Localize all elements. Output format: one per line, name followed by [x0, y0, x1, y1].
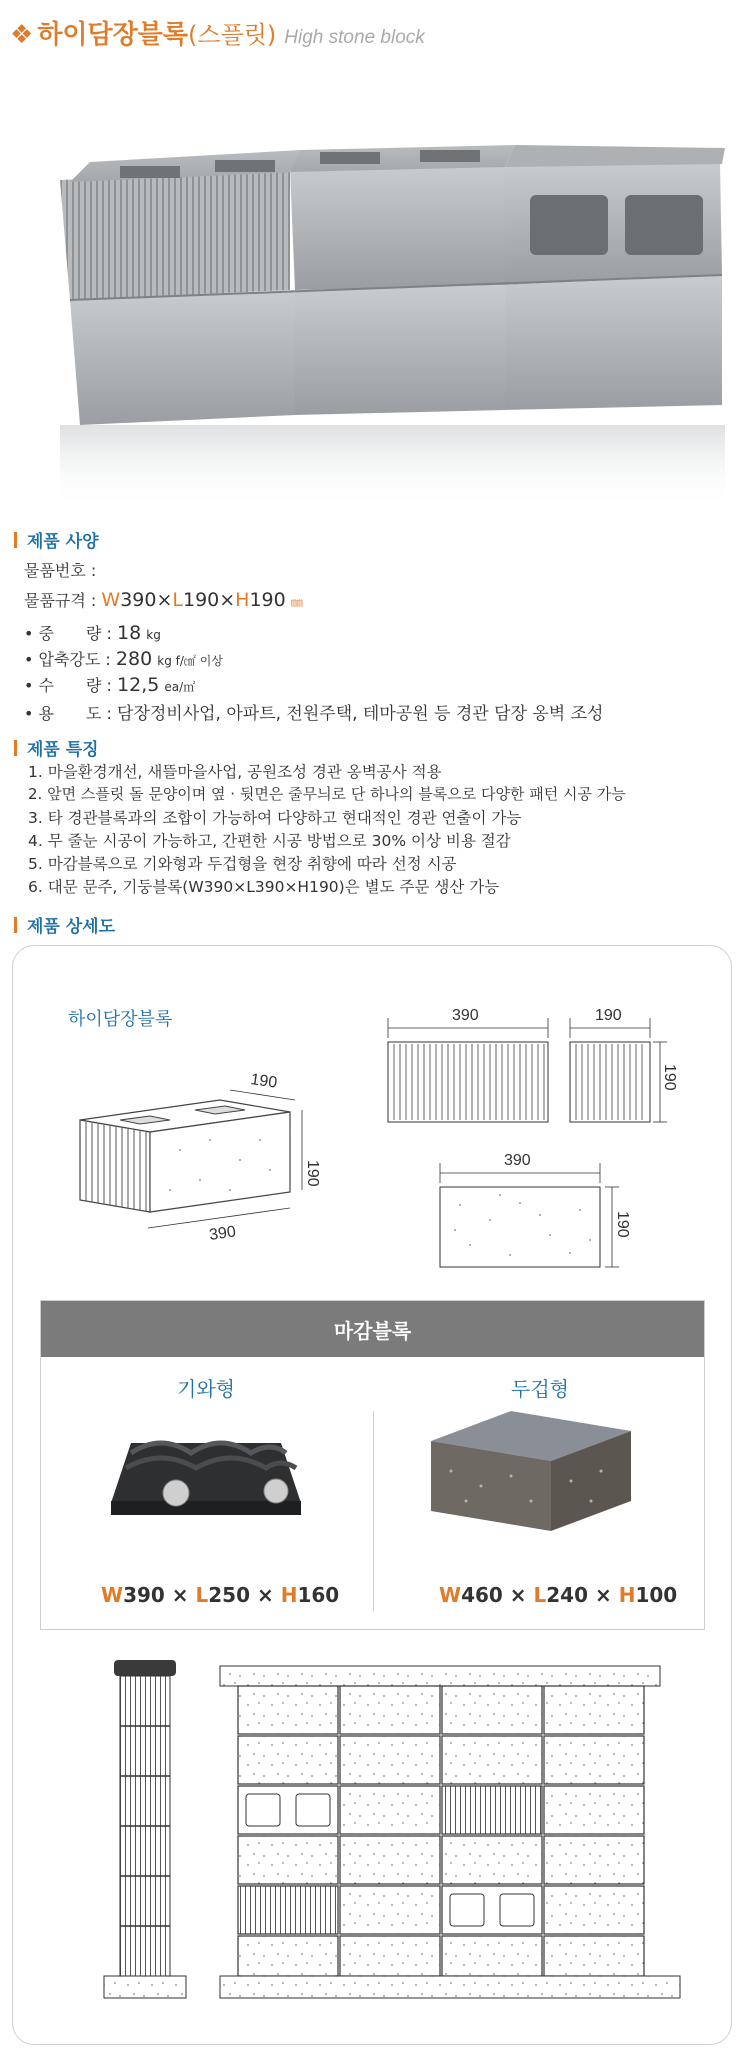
dim-l: 240 [546, 1583, 589, 1607]
product-photo [0, 140, 745, 510]
spec-item-value: 280 [115, 648, 153, 670]
spec-item-label: • 용 도 : [24, 704, 112, 723]
feature-item: 5. 마감블록으로 기와형과 두겁형을 현장 취향에 따라 선정 시공 [28, 855, 457, 873]
front-dim-390: 390 [452, 1007, 479, 1024]
spec-item-value: 12,5 [117, 674, 160, 696]
plan-dim-190: 190 [614, 1211, 631, 1238]
plan-dim-390: 390 [504, 1152, 531, 1169]
spec-item-label: • 중 량 : [24, 624, 112, 643]
feature-item: 3. 타 경관블록과의 조합이 가능하여 다양하고 현대적인 경관 연출이 가능 [28, 809, 522, 827]
spec-item-label: • 압축강도 : [24, 650, 111, 669]
dim-h-letter: H [618, 1583, 636, 1607]
iso-block-label: 하이담장블록 [68, 1009, 173, 1030]
finish-type-name: 기와형 [177, 1377, 235, 1401]
dim-x: × [509, 1583, 527, 1607]
dim-l: 250 [208, 1583, 251, 1607]
spec-item-value: 담장정비사업, 아파트, 전원주택, 테마공원 등 경관 담장 옹벽 조성 [117, 704, 604, 724]
finish-type-name: 두겁형 [511, 1377, 569, 1401]
dim-x: × [594, 1583, 612, 1607]
size-w: 390 [120, 589, 157, 611]
title-english: High stone block [284, 27, 425, 48]
section-bar [14, 917, 17, 933]
detail-section-header [14, 912, 115, 937]
size-l: 190 [182, 589, 220, 611]
iso-dim-390: 390 [208, 1223, 237, 1244]
detail-section-title: 제품 상세도 [27, 917, 116, 937]
roof-tile-block-image [101, 1413, 331, 1533]
feature-item: 4. 무 줄눈 시공이 가능하고, 간편한 시공 방법으로 30% 이상 비용 절감 [28, 832, 511, 850]
dim-w: 390 [123, 1583, 165, 1607]
finish-dim [101, 1583, 339, 1607]
dim-h: 160 [297, 1583, 340, 1607]
spec-item [24, 621, 161, 644]
spec-section-header [14, 527, 99, 552]
spec-item [24, 673, 195, 696]
size-h-letter: H [235, 589, 250, 611]
product-no-row [24, 558, 96, 581]
title-subtitle: (스플릿) [188, 21, 277, 49]
finish-divider [373, 1411, 374, 1611]
dim-h: 100 [635, 1583, 678, 1607]
size-label: 물품규격 : [24, 591, 97, 610]
coping-block-image [421, 1401, 651, 1551]
section-bar [14, 740, 17, 756]
spec-item-unit: ea/㎡ [164, 680, 196, 694]
wall-elevation-drawing [100, 1660, 690, 2020]
product-no-label: 물품번호 : [24, 561, 97, 580]
title-korean: 하이담장블록 [37, 20, 189, 50]
page-title [10, 14, 425, 51]
size-h: 190 [249, 589, 286, 611]
dim-x: × [171, 1583, 189, 1607]
dim-w-letter: W [101, 1583, 124, 1607]
front-elevation-drawing [380, 1000, 560, 1130]
size-x: × [219, 589, 236, 611]
side-dim-190-top: 190 [595, 1007, 622, 1024]
spec-item-label: • 수 량 : [24, 676, 112, 695]
size-unit: ㎜ [290, 595, 303, 609]
feature-item: 2. 앞면 스플릿 돌 문양이며 옆 · 뒷면은 줄무늬로 단 하나의 블록으로 다양한 패턴 시공 가능 [28, 785, 626, 803]
size-w-letter: W [101, 589, 121, 611]
side-dim-190-right: 190 [661, 1064, 678, 1091]
diamond-bullet-icon: ❖ [10, 20, 34, 50]
spec-item-unit: kg [146, 628, 161, 642]
iso-dim-190-side: 190 [304, 1160, 321, 1187]
size-row [24, 588, 303, 611]
size-l-letter: L [172, 589, 183, 611]
iso-dim-190-top: 190 [249, 1071, 279, 1092]
dim-l-letter: L [533, 1583, 547, 1607]
dim-l-letter: L [195, 1583, 209, 1607]
finish-block-panel [40, 1300, 705, 1630]
feature-section-header [14, 735, 99, 760]
size-x: × [156, 589, 173, 611]
spec-section-title: 제품 사양 [27, 532, 99, 552]
spec-item [24, 647, 223, 670]
spec-item-unit: kg f/㎠ 이상 [157, 654, 223, 668]
feature-item: 6. 대문 문주, 기둥블록(W390×L390×H190)은 별도 주문 생산 가능 [28, 878, 500, 896]
dim-w-letter: W [439, 1583, 462, 1607]
spec-item-value: 18 [117, 622, 142, 644]
feature-section-title: 제품 특징 [27, 740, 99, 760]
dim-w: 460 [461, 1583, 503, 1607]
side-elevation-drawing [565, 1000, 685, 1130]
feature-item: 1. 마을환경개선, 새뜰마을사업, 공원조성 경관 옹벽공사 적용 [28, 763, 442, 781]
iso-block-drawing [70, 1040, 330, 1250]
top-plan-drawing [430, 1145, 650, 1285]
dim-x: × [256, 1583, 274, 1607]
dim-h-letter: H [280, 1583, 298, 1607]
finish-block-title: 마감블록 [41, 1301, 704, 1357]
section-bar [14, 532, 17, 548]
spec-item [24, 699, 603, 724]
finish-dim [439, 1583, 677, 1607]
